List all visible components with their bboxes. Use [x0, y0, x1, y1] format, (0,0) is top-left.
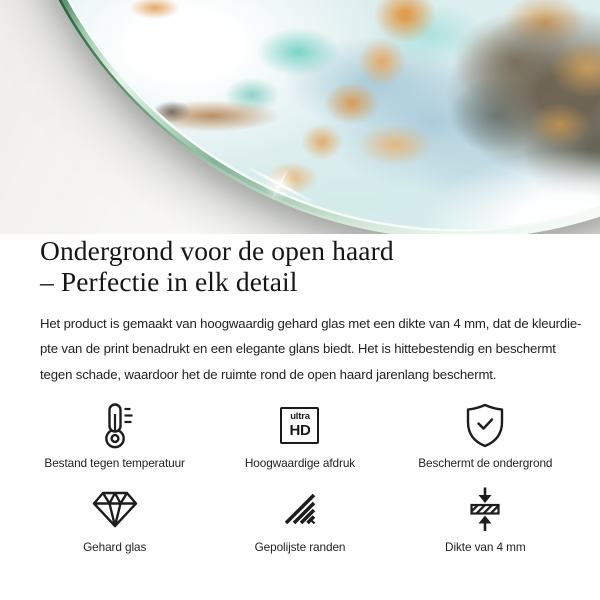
feature-print-quality: [207, 401, 392, 470]
feature-label: Hoogwaardige afdruk: [244, 456, 356, 471]
ultra-hd-badge-top: ultra: [290, 411, 310, 423]
feature-label: Bestand tegen temperatuur: [44, 456, 185, 471]
ultra-hd-badge-bottom: HD: [289, 421, 311, 439]
polished-edges-icon: [283, 485, 317, 533]
feature-label: Dikte van 4 mm: [445, 540, 526, 555]
page-title: [0, 235, 600, 297]
description-line1: Het product is gemaakt van hoogwaardig gehard glas met een dikte van 4 mm, dat de kleurdie-: [40, 316, 582, 331]
feature-protects-floor: [393, 401, 578, 470]
feature-tempered-glass: [22, 485, 207, 554]
diamond-icon: [92, 485, 138, 533]
feature-temperature: [22, 401, 207, 470]
glass-sparkle-highlight: [254, 158, 306, 210]
feature-label: Gepolijste randen: [254, 540, 346, 555]
page-title-line2: – Perfectie in elk detail: [40, 266, 298, 297]
feature-thickness: [393, 485, 578, 554]
page-title-line1: Ondergrond voor de open haard: [40, 235, 394, 266]
feature-polished-edges: [207, 485, 392, 554]
feature-grid: [0, 401, 600, 554]
description-line3: tegen schade, waardoor het de ruimte rond de open haard jarenlang beschermt.: [40, 366, 497, 382]
description-line2: pte van de print benadrukt en een elegante glans biedt. Het is hittebestendig en beschermt: [40, 341, 556, 357]
feature-label: Beschermt de ondergrond: [418, 456, 553, 471]
shield-check-icon: [465, 401, 505, 449]
product-image-hero: [0, 0, 600, 234]
thickness-icon: [467, 485, 503, 533]
feature-label: Gehard glas: [83, 540, 147, 555]
thermometer-icon: [93, 401, 137, 449]
ultra-hd-icon: [280, 401, 319, 449]
product-description: [0, 311, 600, 387]
